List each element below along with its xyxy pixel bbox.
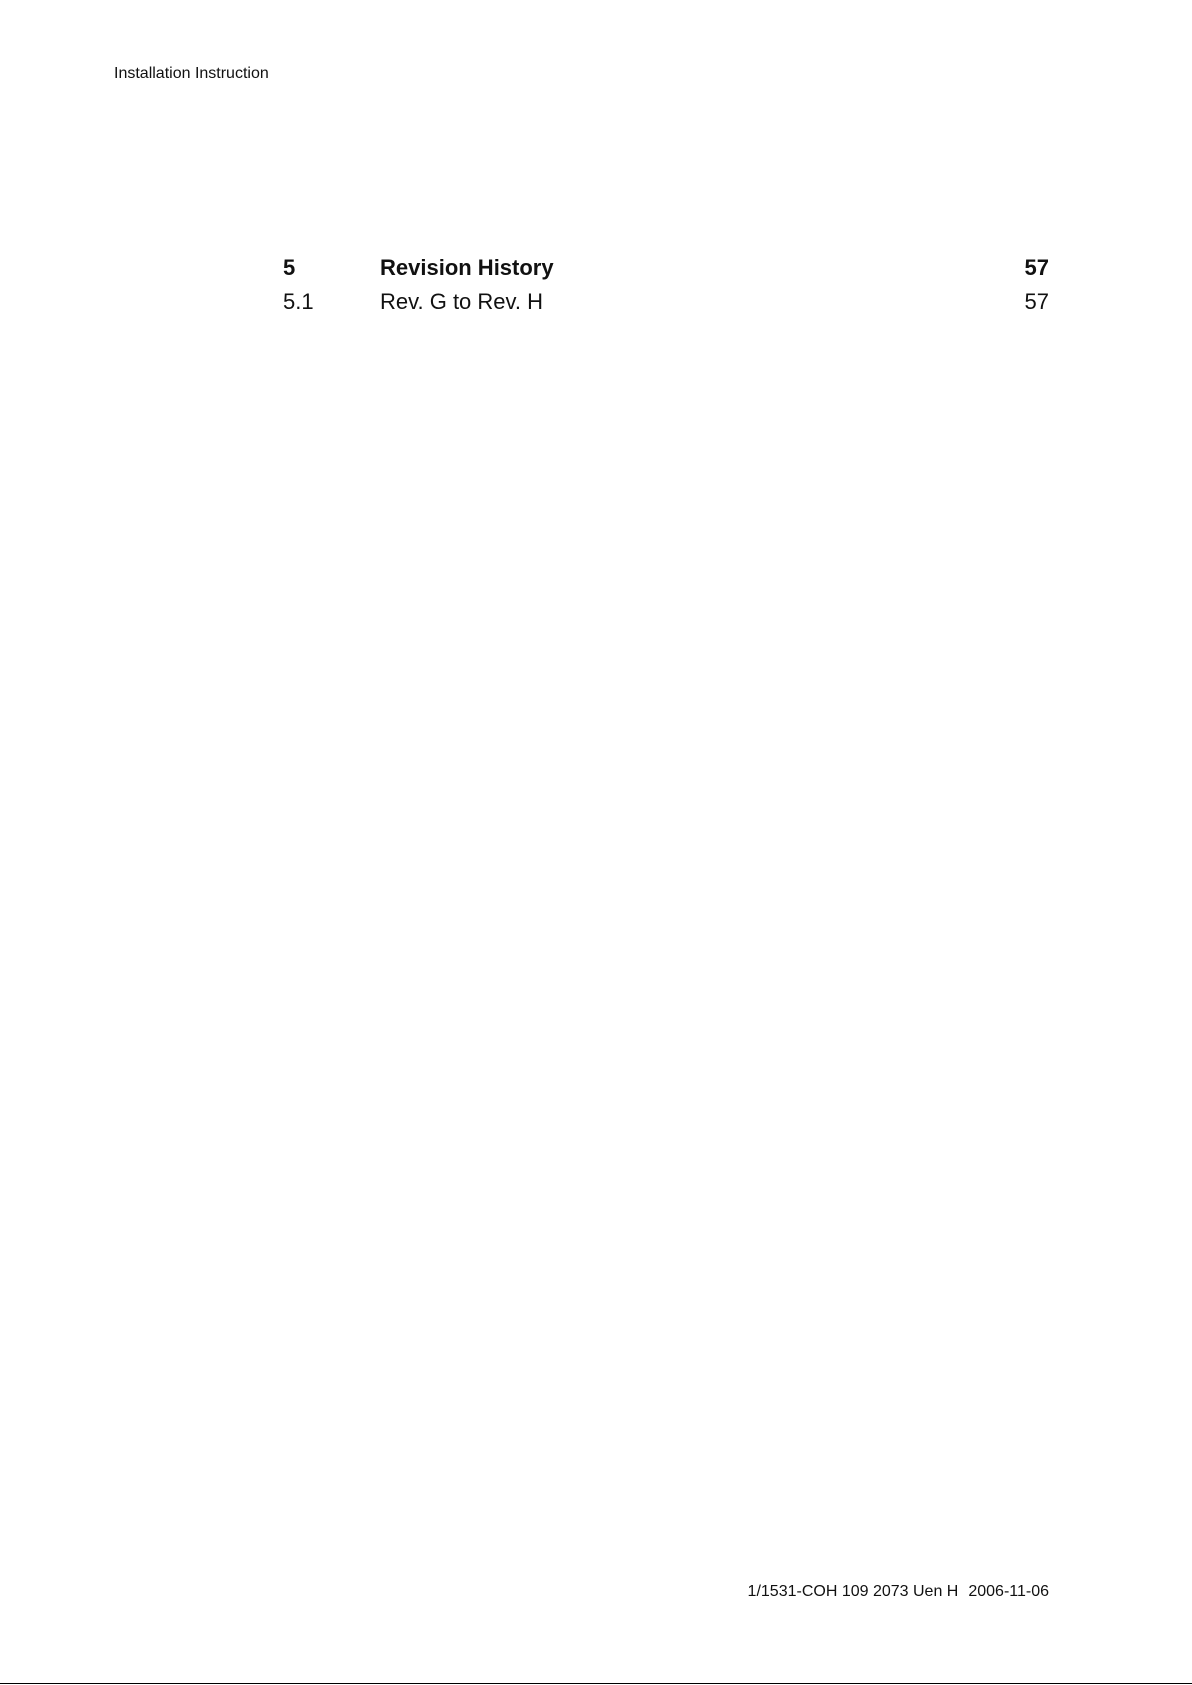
toc-entry-number: 5.1 — [283, 289, 314, 314]
footer-document-info — [748, 1582, 1049, 1602]
toc-entry-title: Rev. G to Rev. H — [380, 289, 544, 314]
page-bottom-rule — [0, 1683, 1192, 1684]
document-number: 1/1531-COH 109 2073 Uen H — [747, 1583, 959, 1600]
toc-entry-rev-g-to-rev-h — [283, 288, 1049, 322]
toc-entry-revision-history — [283, 254, 1049, 288]
toc-entry-page: 57 — [1024, 255, 1049, 280]
header-title: Installation Instruction — [114, 65, 269, 82]
toc-entry-title: Revision History — [380, 255, 554, 280]
table-of-contents — [283, 254, 1049, 322]
toc-entry-number: 5 — [283, 255, 296, 280]
document-date: 2006-11-06 — [968, 1583, 1049, 1600]
toc-entry-page: 57 — [1024, 289, 1049, 314]
